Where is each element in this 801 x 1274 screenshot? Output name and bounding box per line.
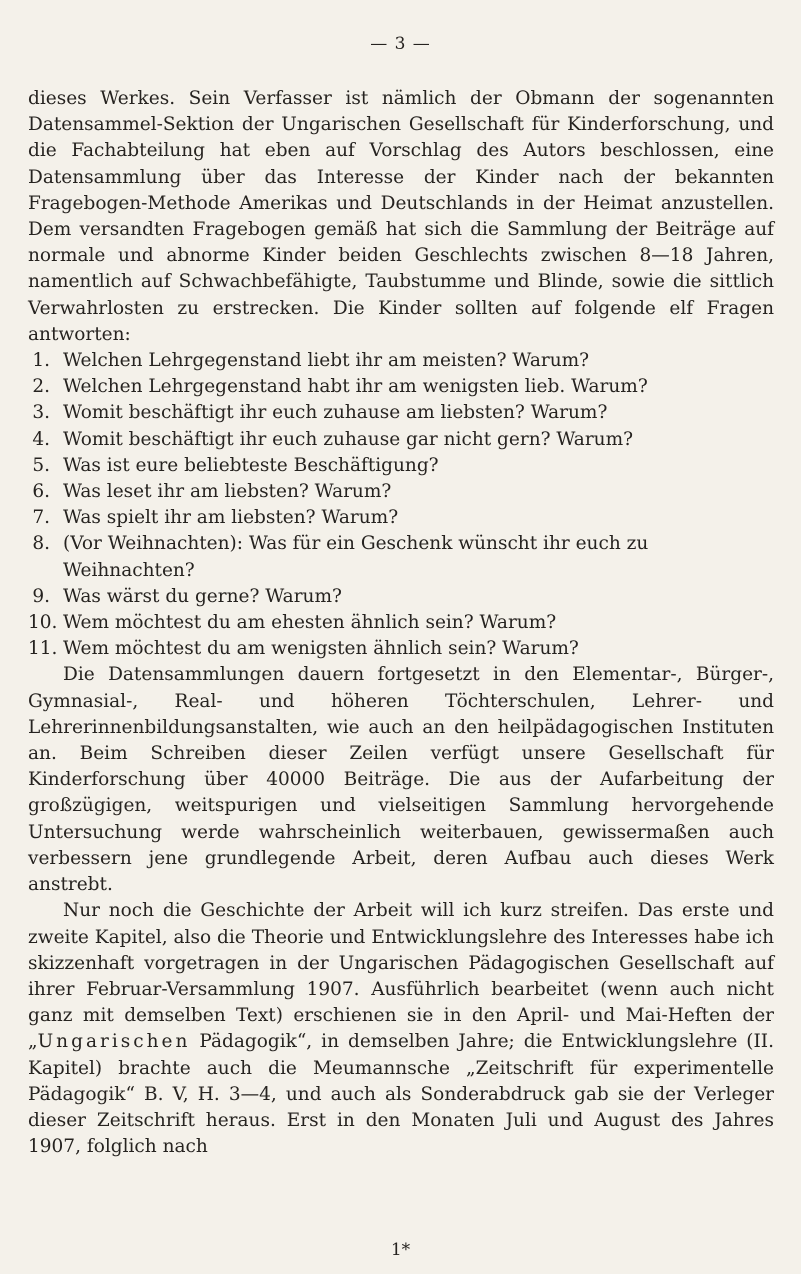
question-text: Wem möchtest du am ehesten ähnlich sein? Warum?	[63, 612, 557, 634]
question-number: 10.	[28, 612, 58, 634]
signature-mark: 1*	[390, 1240, 411, 1260]
question-number: 4.	[32, 428, 50, 450]
question-item	[28, 427, 774, 453]
question-item	[28, 636, 774, 662]
question-number: 6.	[32, 481, 50, 503]
question-item	[28, 479, 774, 505]
paragraph-continuation: dieses Werkes. Sein Verfasser ist nämlich der Obmann der sogenannten Datensammel-Sektion der Ungarischen Gesellschaft für Kinderforschung, und die Fachabteilung hat eben auf Vorschlag des Autors beschlossen, eine Datensammlung über das Interesse der Kinder nach der bekannten Fragebogen-Methode Amerikas und Deutschlands in der Heimat anzustellen. Dem versandten Fragebogen gemäß hat sich die Sammlung der Beiträge auf normale und abnorme Kinder beiden Geschlechts zwischen 8—18 Jahren, namentlich auf Schwachbefähigte, Taubstumme und Blinde, sowie die sittlich Verwahrlosten zu erstrecken. Die Kinder sollten auf folgende elf Fragen antworten:	[28, 88, 774, 345]
question-text: Welchen Lehrgegenstand liebt ihr am meisten? Warum?	[63, 350, 590, 372]
question-number: 7.	[32, 507, 50, 529]
question-number: 9.	[32, 585, 50, 607]
question-text: Womit beschäftigt ihr euch zuhause am liebsten? Warum?	[63, 402, 608, 424]
question-item	[28, 610, 774, 636]
question-text: Was spielt ihr am liebsten? Warum?	[63, 507, 399, 529]
page-number-header: — 3 —	[370, 34, 431, 54]
question-number: 8.	[32, 533, 50, 555]
journal-name-spaced: Ungarischen	[37, 1031, 191, 1053]
page-body	[28, 86, 774, 1160]
paragraph-history-part-2: Pädagogik“, in demselben Jahre; die Entwicklungslehre (II. Kapitel) brachte auch die Meumannsche „Zeitschrift für experimentelle Pädagogik“ B. V, H. 3—4, und auch als Sonderabdruck gab sie der Verleger dieser Zeitschrift heraus. Erst in den Monaten Juli und August des Jahres 1907, folglich nach	[28, 1031, 774, 1158]
question-item	[28, 348, 774, 374]
question-number: 5.	[32, 454, 50, 476]
paragraph-history	[28, 898, 774, 1160]
question-number: 3.	[32, 402, 50, 424]
question-text: Was leset ihr am liebsten? Warum?	[63, 481, 392, 503]
question-item	[28, 584, 774, 610]
question-text: Was wärst du gerne? Warum?	[63, 585, 342, 607]
question-text: Was ist eure beliebteste Beschäftigung?	[63, 454, 439, 476]
question-text: Wem möchtest du am wenigsten ähnlich sein? Warum?	[63, 638, 579, 660]
question-text: (Vor Weihnachten): Was für ein Geschenk wünscht ihr euch zu Weihnachten?	[63, 533, 649, 581]
question-number: 11.	[28, 638, 58, 660]
question-item	[28, 505, 774, 531]
question-item	[28, 374, 774, 400]
question-number: 1.	[32, 350, 50, 372]
question-number: 2.	[32, 376, 50, 398]
question-text: Welchen Lehrgegenstand habt ihr am wenigsten lieb. Warum?	[63, 376, 648, 398]
question-text: Womit beschäftigt ihr euch zuhause gar nicht gern? Warum?	[63, 428, 634, 450]
paragraph-data-collection: Die Datensammlungen dauern fortgesetzt in den Elementar-, Bürger-, Gymnasial-, Real- und höheren Töchterschulen, Lehrer- und Lehrerinnenbildungsanstalten, wie auch an den heilpädagogischen Instituten an. Beim Schreiben dieser Zeilen verfügt unsere Gesellschaft für Kinderforschung über 40000 Beiträge. Die aus der Aufarbeitung der großzügigen, weitspurigen und vielseitigen Sammlung hervorgehende Untersuchung werde wahrscheinlich weiterbauen, gewissermaßen auch verbessern jene grundlegende Arbeit, deren Aufbau auch dieses Werk anstrebt.	[28, 664, 774, 896]
question-item	[28, 400, 774, 426]
question-item	[28, 531, 774, 583]
paragraph-history-part-1: Nur noch die Geschichte der Arbeit will ich kurz streifen. Das erste und zweite Kapitel, also die Theorie und Entwicklungslehre des Interesses habe ich skizzenhaft vorgetragen in der Ungarischen Pädagogischen Gesellschaft auf ihrer Februar-Versammlung 1907. Ausführlich bearbeitet (wenn auch nicht ganz mit demselben Text) erschienen sie in den April- und Mai-Heften der „	[28, 900, 774, 1053]
question-list	[28, 348, 774, 662]
question-item	[28, 453, 774, 479]
